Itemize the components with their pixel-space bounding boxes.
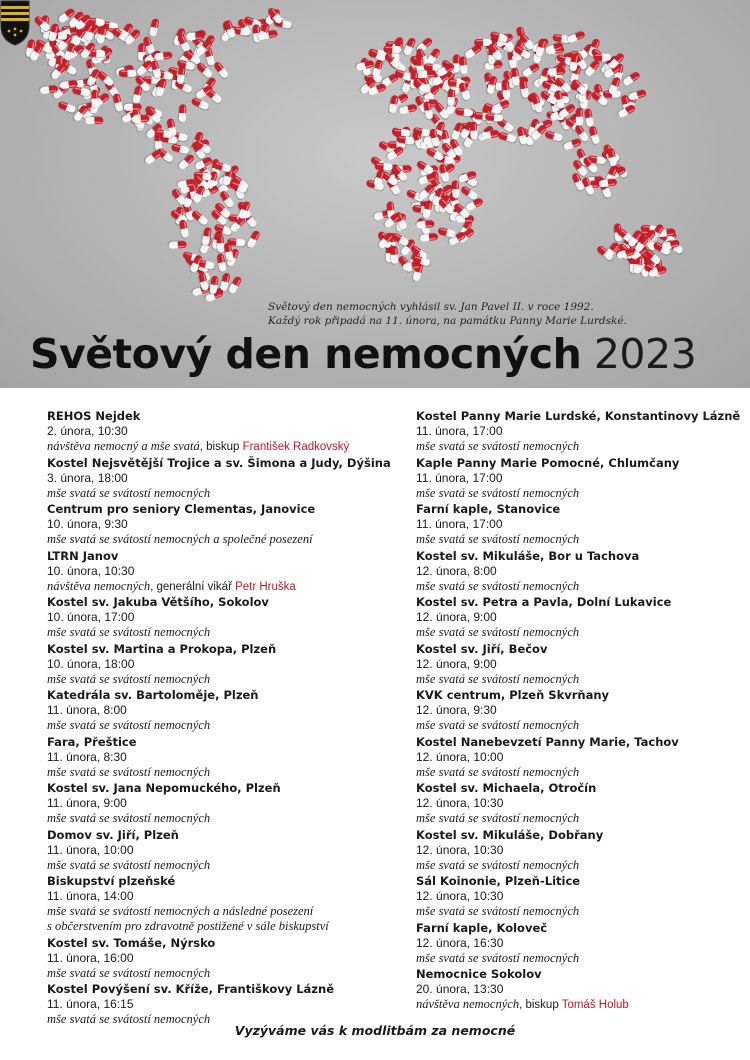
event-name: Kostel sv. Jana Nepomuckého, Plzeň bbox=[47, 781, 281, 795]
prayer-call: Vyzýváme vás k modlitbám za nemocné bbox=[234, 1023, 516, 1038]
event-desc-cont: s občerstvením pro zdravotně postižené v sále biskupství bbox=[47, 919, 329, 933]
event-desc: mše svatá se svátostí nemocných bbox=[416, 857, 580, 872]
event-item bbox=[47, 936, 407, 983]
event-date: 11. února, 8:30 bbox=[47, 749, 127, 764]
event-date: 11. února, 17:00 bbox=[416, 517, 503, 531]
event-name: Kostel sv. Petra a Pavla, Dolní Lukavice bbox=[416, 595, 672, 609]
event-date: 10. února, 17:00 bbox=[47, 610, 135, 624]
capsule-pill bbox=[119, 70, 138, 78]
event-date: 12. února, 10:30 bbox=[416, 889, 504, 903]
event-desc: mše svatá se svátostí nemocných bbox=[416, 904, 580, 918]
capsule-pill bbox=[419, 232, 439, 242]
event-name: REHOS Nejdek bbox=[47, 409, 141, 423]
page-title-main: Světový den nemocných bbox=[30, 330, 582, 378]
event-desc: mše svatá se svátostí nemocných bbox=[47, 625, 211, 639]
event-desc: mše svatá se svátostí nemocných a společné posezení bbox=[47, 532, 313, 546]
event-item bbox=[47, 409, 407, 456]
event-item bbox=[47, 735, 407, 782]
capsule-pill bbox=[587, 125, 600, 146]
capsule-pill bbox=[397, 103, 417, 115]
event-desc: mše svatá se svátostí nemocných bbox=[416, 625, 580, 639]
event-name: Kostel Nanebevzetí Panny Marie, Tachov bbox=[416, 734, 679, 749]
event-desc: mše svatá se svátostí nemocných bbox=[47, 718, 211, 732]
event-name: Biskupství plzeňské bbox=[47, 874, 176, 888]
capsule-pill bbox=[212, 61, 230, 81]
event-person: Tomáš Holub bbox=[561, 999, 629, 1011]
event-item bbox=[416, 456, 750, 503]
event-item bbox=[47, 781, 407, 828]
event-name: Kaple Panny Marie Pomocné, Chlumčany bbox=[416, 455, 680, 470]
capsule-pill bbox=[437, 227, 457, 239]
event-date: 12. února, 8:00 bbox=[416, 563, 497, 578]
event-date: 12. února, 10:30 bbox=[416, 842, 504, 857]
page-title bbox=[30, 325, 750, 383]
capsule-pill bbox=[148, 18, 160, 38]
event-item bbox=[416, 595, 750, 642]
capsule-pill bbox=[130, 114, 150, 124]
capsule-pill bbox=[245, 229, 261, 250]
event-list-left bbox=[47, 409, 407, 1029]
event-item bbox=[47, 456, 407, 503]
capsule-pill bbox=[446, 88, 455, 107]
event-desc: mše svatá se svátostí nemocných bbox=[47, 965, 211, 980]
event-name: LTRN Janov bbox=[47, 548, 119, 563]
capsule-pill bbox=[215, 234, 224, 254]
capsule-pill bbox=[561, 137, 582, 151]
event-date: 12. února, 10:30 bbox=[416, 796, 504, 810]
event-item bbox=[47, 549, 407, 596]
event-desc bbox=[47, 579, 407, 595]
capsule-pill bbox=[185, 32, 204, 41]
capsule-pill bbox=[178, 104, 187, 123]
event-date: 11. února, 17:00 bbox=[416, 470, 503, 485]
event-date: 11. února, 9:00 bbox=[47, 796, 127, 810]
event-desc: mše svatá se svátostí nemocných bbox=[416, 439, 580, 453]
capsule-pill bbox=[459, 185, 479, 202]
event-desc: mše svatá se svátostí nemocných bbox=[416, 718, 580, 732]
event-extra: , generální vikář bbox=[150, 580, 236, 593]
event-item bbox=[416, 781, 750, 828]
capsule-pill bbox=[458, 56, 468, 76]
capsule-pill bbox=[387, 95, 398, 115]
capsule-pill bbox=[546, 66, 566, 75]
event-name: Sál Koinonie, Plzeň-Litice bbox=[416, 874, 581, 888]
capsule-pill bbox=[415, 219, 435, 229]
event-desc: mše svatá se svátostí nemocných bbox=[47, 811, 211, 825]
event-date: 12. února, 9:00 bbox=[416, 656, 497, 671]
event-desc: mše svatá se svátostí nemocných bbox=[416, 532, 580, 546]
event-desc: mše svatá se svátostí nemocných bbox=[416, 485, 580, 500]
capsule-pill bbox=[606, 148, 617, 168]
event-item bbox=[47, 688, 407, 735]
event-desc: mše svatá se svátostí nemocných bbox=[416, 671, 580, 686]
event-extra: , biskup bbox=[199, 441, 243, 453]
capsule-pill bbox=[374, 163, 393, 172]
event-extra: , biskup bbox=[519, 999, 562, 1011]
event-name: Kostel sv. Martina a Prokopa, Plzeň bbox=[47, 641, 277, 656]
event-item bbox=[416, 828, 750, 875]
diocese-crest-icon bbox=[0, 0, 30, 46]
event-desc: mše svatá se svátostí nemocných bbox=[416, 811, 580, 825]
capsule-pill bbox=[575, 108, 583, 127]
event-name: Katedrála sv. Bartoloměje, Plzeň bbox=[47, 688, 259, 702]
event-date: 12. února, 16:30 bbox=[416, 935, 504, 950]
event-date: 11. února, 16:15 bbox=[47, 997, 134, 1011]
event-name: Farní kaple, Koloveč bbox=[416, 920, 548, 935]
capsule-pill bbox=[123, 102, 142, 110]
capsule-pill bbox=[167, 240, 186, 249]
event-item bbox=[416, 735, 750, 782]
event-date: 20. února, 13:30 bbox=[416, 982, 504, 996]
event-name: KVK centrum, Plzeň Skvrňany bbox=[416, 688, 610, 702]
hero-note bbox=[268, 300, 648, 328]
capsule-pill bbox=[170, 143, 190, 155]
event-item bbox=[416, 874, 750, 921]
event-item bbox=[416, 688, 750, 735]
capsule-pill bbox=[190, 97, 211, 112]
event-item bbox=[47, 874, 407, 936]
capsule-pill bbox=[621, 70, 641, 87]
event-date: 10. února, 18:00 bbox=[47, 656, 135, 671]
capsule-pill bbox=[497, 131, 517, 144]
capsule-pill bbox=[544, 130, 564, 143]
event-name: Kostel Povýšení sv. Kříže, Františkovy Lázně bbox=[47, 982, 334, 996]
event-name: Kostel Panny Marie Lurdské, Konstantinovy Lázně bbox=[416, 409, 741, 423]
event-date: 11. února, 8:00 bbox=[47, 703, 127, 717]
event-name: Farní kaple, Stanovice bbox=[416, 502, 561, 516]
event-date: 10. února, 10:30 bbox=[47, 563, 135, 578]
event-date: 11. února, 14:00 bbox=[47, 889, 134, 903]
event-name: Nemocnice Sokolov bbox=[416, 967, 542, 981]
event-name: Domov sv. Jiří, Plzeň bbox=[47, 827, 179, 842]
event-item bbox=[416, 409, 750, 456]
capsule-pill bbox=[417, 69, 437, 78]
event-item bbox=[416, 642, 750, 689]
event-list-right bbox=[416, 409, 750, 1014]
event-date: 12. února, 9:30 bbox=[416, 703, 497, 717]
event-desc: mše svatá se svátostí nemocných bbox=[47, 671, 211, 686]
page-title-year: 2023 bbox=[593, 330, 697, 378]
event-desc-text: návštěva nemocný a mše svatá bbox=[47, 439, 200, 453]
event-desc: mše svatá se svátostí nemocných bbox=[416, 578, 580, 593]
event-name: Fara, Přeštice bbox=[47, 734, 137, 749]
event-desc: mše svatá se svátostí nemocných bbox=[47, 1012, 211, 1026]
capsule-pill bbox=[520, 62, 540, 79]
event-name: Kostel sv. Jiří, Bečov bbox=[416, 641, 548, 656]
event-name: Kostel sv. Jakuba Většího, Sokolov bbox=[47, 595, 269, 609]
capsule-pill bbox=[90, 90, 98, 109]
event-date: 10. února, 9:30 bbox=[47, 517, 128, 531]
capsule-pill bbox=[176, 152, 195, 171]
capsule-pill bbox=[518, 79, 530, 99]
event-date: 11. února, 16:00 bbox=[47, 950, 134, 965]
event-name: Centrum pro seniory Clementas, Janovice bbox=[47, 502, 316, 516]
capsule-pill bbox=[71, 86, 91, 97]
event-desc bbox=[416, 997, 750, 1013]
capsule-pill bbox=[57, 101, 78, 115]
capsule-pill bbox=[383, 46, 402, 54]
event-name: Kostel sv. Mikuláše, Dobřany bbox=[416, 827, 604, 842]
event-desc-text: návštěva nemocných bbox=[416, 997, 520, 1011]
event-desc: mše svatá se svátostí nemocných bbox=[47, 485, 211, 500]
event-person: František Radkovský bbox=[242, 441, 350, 453]
event-item bbox=[47, 595, 407, 642]
event-name: Kostel sv. Tomáše, Nýrsko bbox=[47, 935, 216, 950]
event-date: 3. února, 18:00 bbox=[47, 470, 128, 485]
hero-note-line2: Každý rok připadá na 11. února, na památku Panny Marie Lurdské. bbox=[268, 315, 627, 327]
capsule-pill bbox=[583, 108, 594, 128]
event-name: Kostel sv. Mikuláše, Bor u Tachova bbox=[416, 548, 640, 563]
capsule-pill bbox=[389, 246, 398, 265]
event-item bbox=[47, 982, 407, 1029]
event-item bbox=[416, 549, 750, 596]
event-name: Kostel sv. Michaela, Otročín bbox=[416, 781, 597, 795]
event-date: 11. února, 17:00 bbox=[416, 424, 503, 438]
capsule-pill bbox=[178, 219, 190, 239]
capsule-pill bbox=[450, 180, 459, 200]
event-date: 2. února, 10:30 bbox=[47, 424, 128, 438]
event-item bbox=[416, 967, 750, 1014]
event-desc: mše svatá se svátostí nemocných a následné posezení bbox=[47, 904, 314, 918]
event-desc: mše svatá se svátostí nemocných bbox=[416, 950, 580, 965]
capsule-pill bbox=[84, 116, 103, 124]
event-date: 11. února, 10:00 bbox=[47, 842, 134, 857]
event-item bbox=[47, 828, 407, 875]
event-desc-text: návštěva nemocných bbox=[47, 578, 151, 593]
event-date: 12. února, 9:00 bbox=[416, 610, 497, 624]
event-date: 12. února, 10:00 bbox=[416, 749, 504, 764]
capsule-pill bbox=[469, 122, 478, 141]
hero-note-line1: Světový den nemocných vyhlásil sv. Jan Pavel II. v roce 1992. bbox=[268, 301, 594, 313]
event-item bbox=[47, 502, 407, 549]
event-desc bbox=[47, 439, 407, 455]
event-item bbox=[47, 642, 407, 689]
event-name: Kostel Nejsvětější Trojice a sv. Šimona a Judy, Dýšina bbox=[47, 455, 391, 470]
event-person: Petr Hruška bbox=[235, 580, 296, 593]
hero-banner bbox=[0, 0, 750, 388]
event-item bbox=[416, 921, 750, 968]
event-desc: mše svatá se svátostí nemocných bbox=[47, 857, 211, 872]
event-desc: mše svatá se svátostí nemocných bbox=[416, 764, 580, 779]
event-item bbox=[416, 502, 750, 549]
event-desc: mše svatá se svátostí nemocných bbox=[47, 764, 211, 779]
